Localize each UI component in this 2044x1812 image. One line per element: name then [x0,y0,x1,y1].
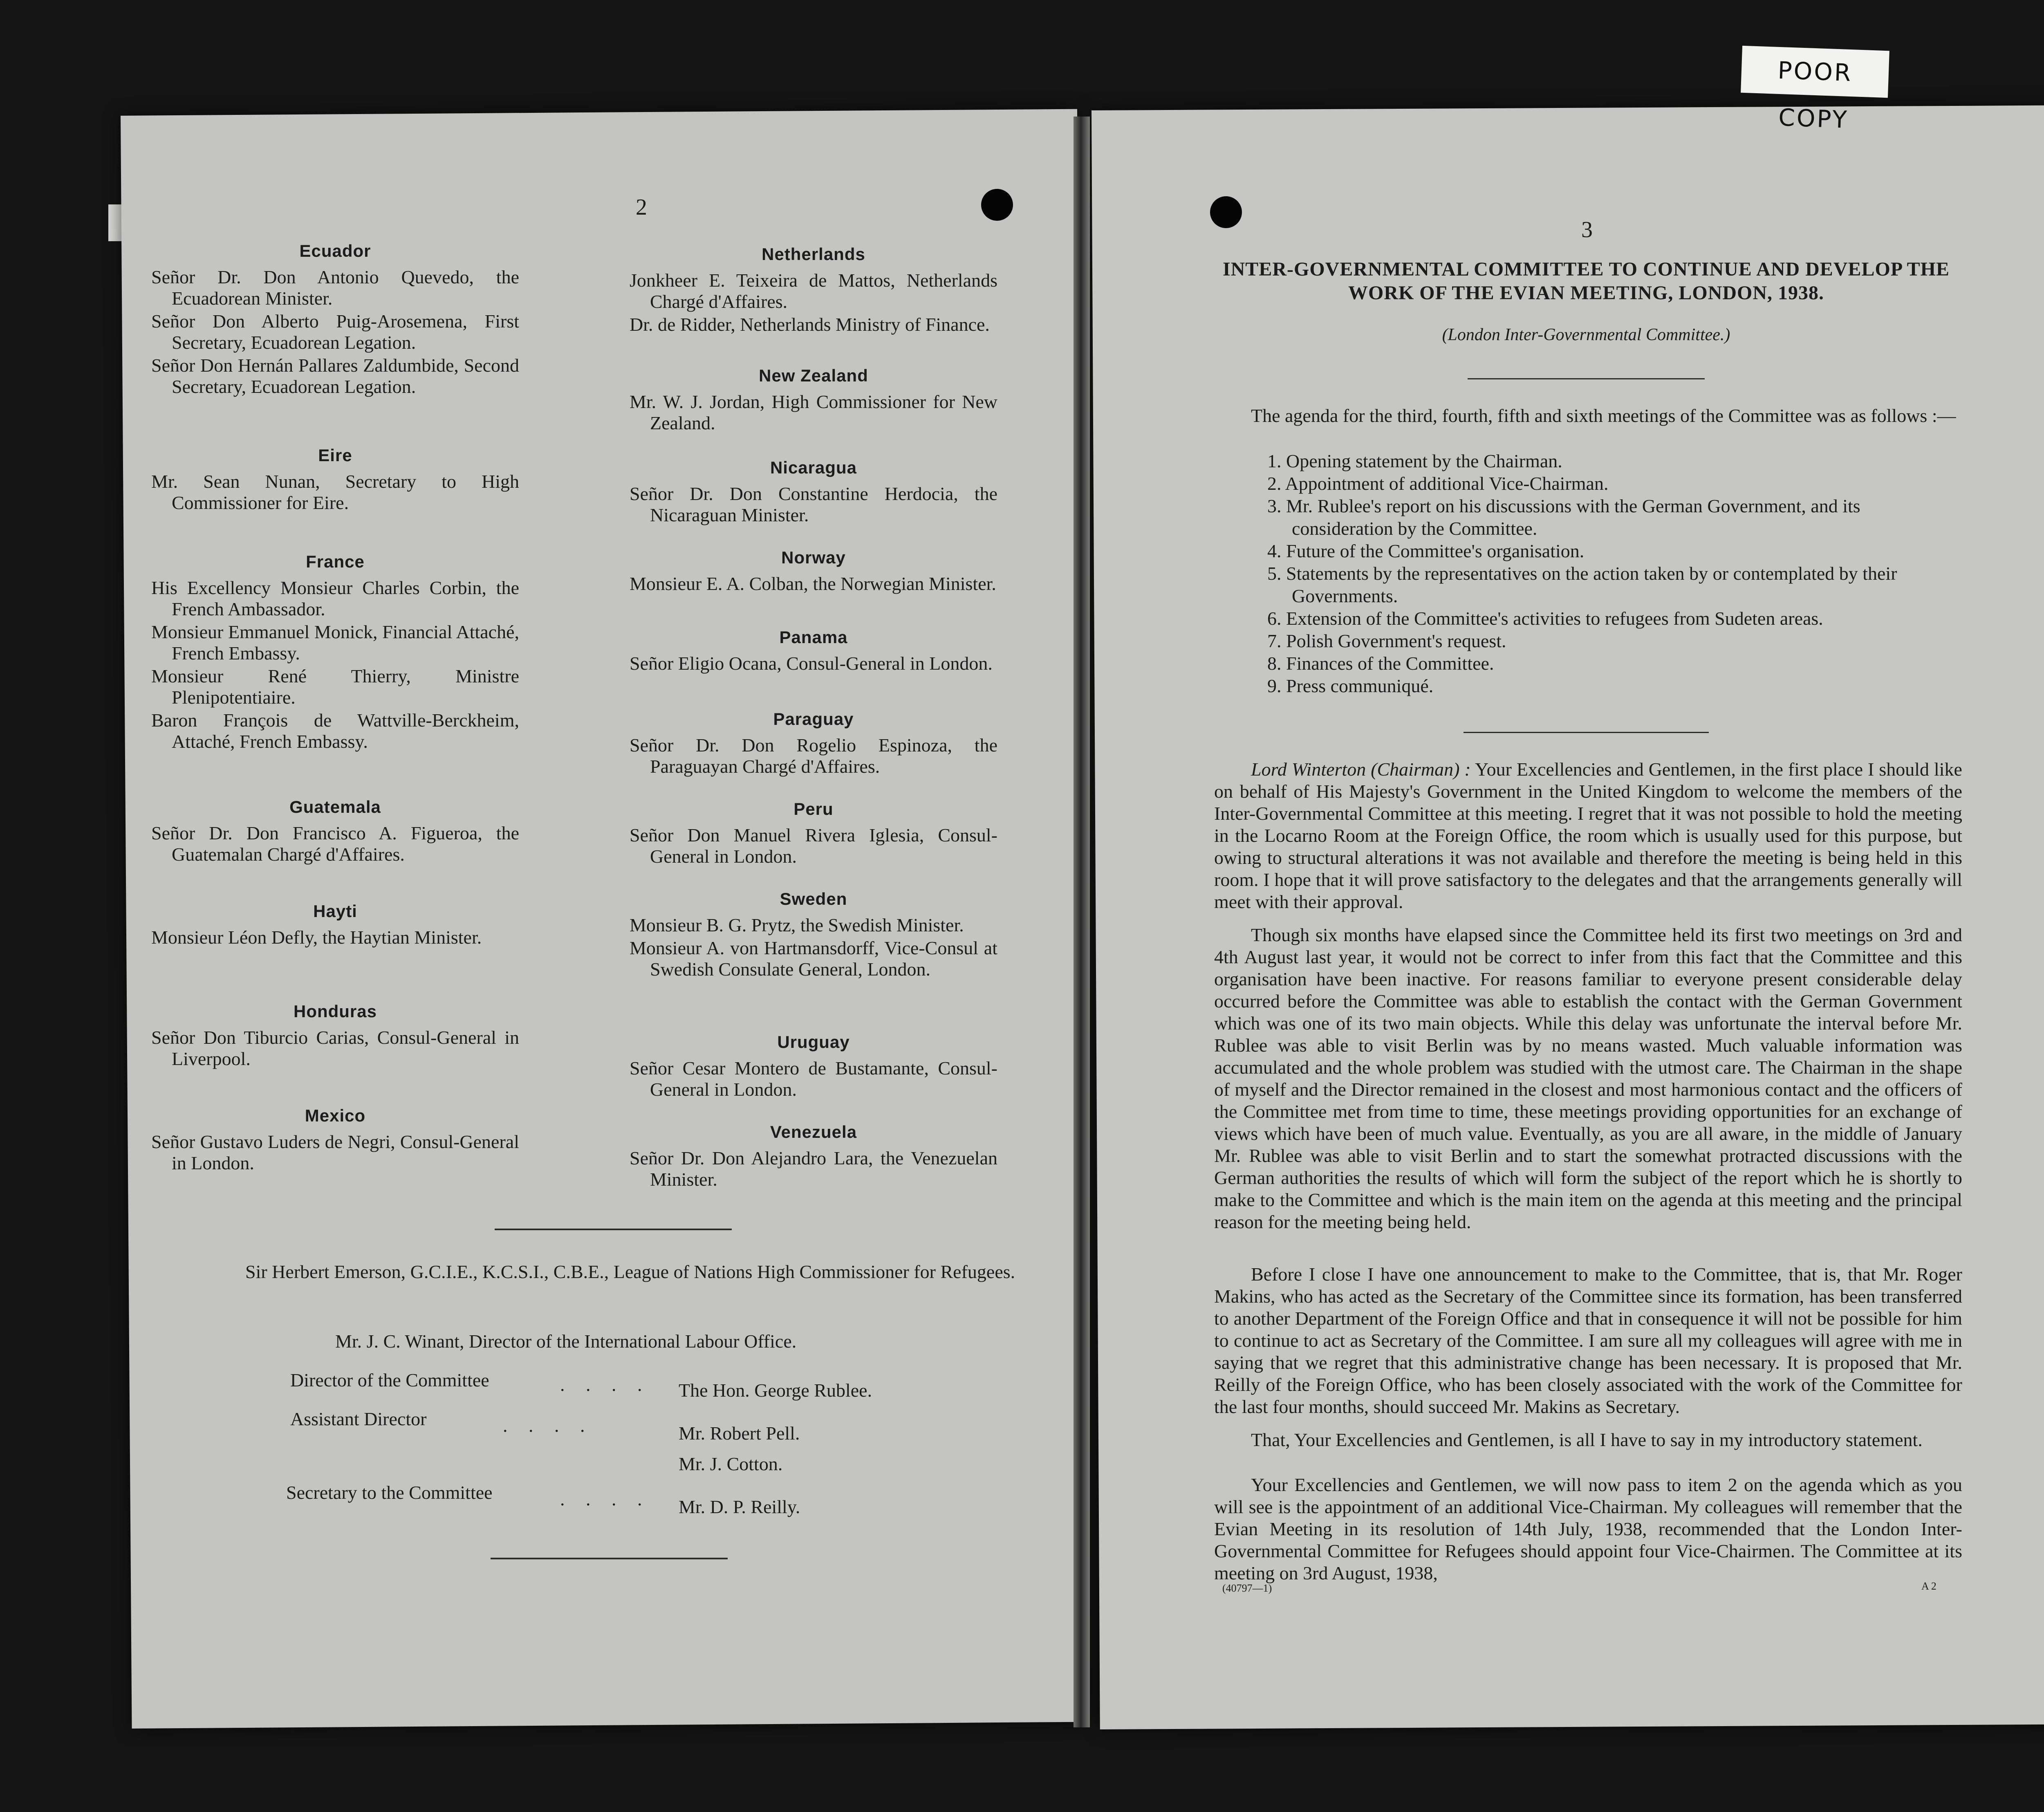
delegation-nicaragua [630,458,997,527]
delegate: Dr. de Ridder, Netherlands Ministry of Finance. [630,314,990,335]
country-heading: Guatemala [289,797,381,816]
country-heading: Eire [318,446,352,465]
agenda-item: 6. Extension of the Committee's activities to refugees from Sudeten areas. [1267,608,1823,629]
speaker-name: Lord Winterton (Chairman) : [1251,759,1471,780]
paragraph: Though six months have elapsed since the Committee held its first two meetings on 3rd and 4th August last year, it would not be correct to infer from this fact that the Committee and this organisation have been inactive. For reasons familiar to everyone present considerable delay occurred before the Committee was able to establish the contact with the German Government which was one of its two main objects. While this delay was unfortunate the interval before Mr. Rublee was able to visit Berlin was by no means wasted. Much valuable information was accumulated and the whole problem was studied with the utmost care. The Chairman in the shape of myself and the Director remained in the closest and most harmonious contact and the officers of the Committee met from time to time, these meetings providing opportunities for an exchange of views which have been of much value. Eventually, as you are all aware, in the middle of January Mr. Rublee was able to visit Berlin and to start the somewhat protracted discussions with the German authorities the results of which will form the subject of the report which he is shortly to make to the Committee and which is the main item on the agenda at this meeting and the principal reason for the meeting being held. [1214,924,1962,1232]
leader-dots: . . . . [560,1489,650,1509]
page-number-left: 2 [636,195,647,220]
print-code: (40797—1) [1222,1582,1272,1594]
country-heading: Mexico [305,1106,366,1125]
divider [1464,732,1709,733]
country-heading: Panama [779,628,848,647]
delegation-france [151,552,519,754]
delegation-panama [630,628,997,676]
country-heading: Paraguay [773,709,854,729]
country-heading: Honduras [293,1002,377,1021]
delegation-paraguay [630,709,997,779]
document-title: INTER-GOVERNMENTAL COMMITTEE TO CONTINUE AND DEVELOP THE WORK OF THE EVIAN MEETING, LONDON, 1938. [1222,258,1950,304]
country-heading: Hayti [313,902,357,921]
winant-entry: Mr. J. C. Winant, Director of the International Labour Office. [335,1331,797,1352]
delegate: His Excellency Monsieur Charles Corbin, the French Ambassador. [151,577,519,619]
agenda-item: 1. Opening statement by the Chairman. [1267,451,1562,471]
staff-role: Director of the Committee [290,1370,489,1390]
agenda-item: 7. Polish Government's request. [1267,630,1506,651]
delegate: Monsieur Emmanuel Monick, Financial Attaché, French Embassy. [151,621,519,664]
country-heading: New Zealand [759,366,868,385]
delegate: Mr. W. J. Jordan, High Commissioner for New Zealand. [630,391,997,433]
delegate: Monsieur B. G. Prytz, the Swedish Minister. [630,915,964,935]
delegation-venezuela [630,1122,997,1192]
delegation-peru [630,799,997,869]
delegate: Señor Dr. Don Antonio Quevedo, the Ecuadorean Minister. [151,267,519,309]
staff-name: The Hon. George Rublee. [679,1380,872,1401]
staff-role: Secretary to the Committee [286,1482,493,1503]
signature-mark: A 2 [1921,1580,1936,1592]
staff-name: Mr. D. P. Reilly. [679,1496,800,1517]
agenda-intro: The agenda for the third, fourth, fifth and sixth meetings of the Committee was as follows :— [1251,405,1956,426]
delegation-netherlands [630,244,997,337]
delegate: Señor Cesar Montero de Bustamante, Consul-General in London. [630,1058,997,1100]
delegate: Jonkheer E. Teixeira de Mattos, Netherlands Chargé d'Affaires. [630,270,997,312]
delegation-guatemala [151,797,519,867]
delegation-uruguay [630,1032,997,1102]
agenda-item: 8. Finances of the Committee. [1267,653,1494,674]
delegation-norway [630,548,997,596]
agenda-item: 9. Press communiqué. [1267,675,1434,696]
country-heading: Uruguay [777,1032,850,1052]
delegate: Monsieur A. von Hartmansdorff, Vice-Consul at Swedish Consulate General, London. [630,937,997,980]
delegation-mexico [151,1106,519,1175]
country-heading: Netherlands [762,244,865,264]
country-heading: Nicaragua [770,458,857,477]
divider [491,1558,728,1559]
paragraph: Before I close I have one announcement to make to the Committee, that is, that Mr. Roger Makins, who has acted as the Secretary of the Committee since its formation, has been transferred to another Department of the Foreign Office and that in consequence it will not be possible for him to continue to act as Secretary of the Committee. I am sure all my colleagues will agree with me in saying that we regret that this administrative change has been necessary. It is proposed that Mr. Reilly of the Foreign Office, who has been closely associated with the work of the Committee for the last four months, should succeed Mr. Makins as Secretary. [1214,1264,1962,1417]
chairman-statement [1214,758,1962,913]
paragraph: Your Excellencies and Gentlemen, we will now pass to item 2 on the agenda which as you will see is the appointment of an additional Vice-Chairman. My colleagues will remember that the Evian Meeting in its resolution of 14th July, 1938, recommended that the London Inter-Governmental Committee for Refugees should appoint four Vice-Chairmen. The Committee at its meeting on 3rd August, 1938, [1214,1474,1962,1583]
delegation-eire [151,446,519,515]
agenda-item: 3. Mr. Rublee's report on his discussions with the German Government, and its consideration by the Committee. [1267,496,1860,539]
delegation-ecuador [151,241,519,399]
paragraph-text: Your Excellencies and Gentlemen, in the first place I should like on behalf of His Majesty's Government in the United Kingdom to welcome the members of the Inter-Governmental Committee at this meeting. I regret that it was not possible to hold the meeting in the Locarno Room at the Foreign Office, the room which is usually used for this purpose, but owing to structural alterations it was not available and therefore the meeting is being held in this room. I hope that it will prove satisfactory to the delegates and that the arrangements generally will meet with their approval. [1214,759,1962,912]
emerson-entry: Sir Herbert Emerson, G.C.I.E., K.C.S.I., C.B.E., League of Nations High Commissioner for Refugees. [245,1261,1015,1282]
delegate: Señor Don Hernán Pallares Zaldumbide, Second Secretary, Ecuadorean Legation. [151,355,519,397]
delegate: Señor Gustavo Luders de Negri, Consul-General in London. [151,1131,519,1173]
leader-dots: . . . . [560,1374,650,1395]
leader-dots: . . . . [503,1415,593,1436]
document-subtitle: (London Inter-Governmental Committee.) [1442,325,1730,344]
country-heading: Sweden [780,889,847,908]
delegation-new-zealand [630,366,997,435]
country-heading: Norway [781,548,846,567]
country-heading: Ecuador [299,241,371,260]
punch-hole [1210,196,1242,228]
delegate: Monsieur René Thierry, Ministre Plenipotentiaire. [151,666,519,708]
divider [495,1229,732,1230]
agenda-list [1267,450,1962,697]
paragraph: That, Your Excellencies and Gentlemen, is all I have to say in my introductory statement. [1251,1429,1923,1450]
agenda-item: 2. Appointment of additional Vice-Chairman. [1267,473,1609,494]
delegation-honduras [151,1002,519,1071]
punch-hole [981,189,1013,221]
delegate: Señor Don Manuel Rivera Iglesia, Consul-General in London. [630,825,997,867]
staff-name: Mr. Robert Pell. [679,1423,800,1444]
delegate: Baron François de Wattville-Berckheim, Attaché, French Embassy. [151,710,519,752]
agenda-item: 4. Future of the Committee's organisation. [1267,540,1585,561]
divider [1468,378,1705,379]
delegate: Señor Don Tiburcio Carias, Consul-General in Liverpool. [151,1027,519,1069]
country-heading: Venezuela [770,1122,857,1141]
delegate: Señor Eligio Ocana, Consul-General in London. [630,653,993,674]
delegate: Señor Dr. Don Rogelio Espinoza, the Paraguayan Chargé d'Affaires. [630,735,997,777]
delegate: Monsieur Léon Defly, the Haytian Minister. [151,927,482,948]
agenda-item: 5. Statements by the representatives on the action taken by or contemplated by their Governments. [1267,563,1897,606]
page-number-right: 3 [1581,217,1593,242]
poor-copy-label: POOR COPY [1741,46,1889,98]
country-heading: Peru [793,799,834,819]
book-spine [1074,117,1090,1727]
delegation-hayti [151,902,519,950]
staff-name: Mr. J. Cotton. [679,1453,783,1474]
delegate: Mr. Sean Nunan, Secretary to High Commissioner for Eire. [151,471,519,513]
delegate: Señor Don Alberto Puig-Arosemena, First Secretary, Ecuadorean Legation. [151,311,519,353]
country-heading: France [306,552,365,571]
delegate: Señor Dr. Don Constantine Herdocia, the Nicaraguan Minister. [630,483,997,525]
staff-role: Assistant Director [290,1408,427,1429]
delegate: Señor Dr. Don Francisco A. Figueroa, the Guatemalan Chargé d'Affaires. [151,823,519,865]
delegate: Señor Dr. Don Alejandro Lara, the Venezuelan Minister. [630,1148,997,1190]
delegate: Monsieur E. A. Colban, the Norwegian Minister. [630,573,996,594]
delegation-sweden [630,889,997,982]
